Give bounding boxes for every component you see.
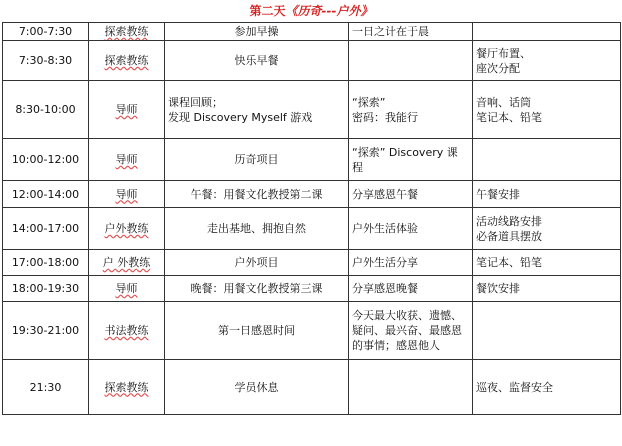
time-cell [3, 302, 89, 360]
topic-cell [349, 276, 473, 302]
time-text: 7:00-7:30 [18, 25, 73, 38]
prep-cell [473, 139, 621, 181]
prep-cell [473, 250, 621, 276]
topic-cell [349, 360, 473, 415]
time-cell [3, 360, 89, 415]
prep-cell [473, 276, 621, 302]
content-cell [165, 208, 349, 250]
content-line: 学员休息 [234, 380, 279, 394]
time-text: 10:00-12:00 [11, 153, 80, 166]
content-cell [165, 302, 349, 360]
content-cell [165, 139, 349, 181]
schedule-body [3, 23, 621, 415]
staff-cell [89, 208, 165, 250]
content-cell [165, 360, 349, 415]
prep-line: 音响、话筒 [476, 95, 531, 109]
prep-cell [473, 181, 621, 208]
topic-cell [349, 139, 473, 181]
content-line: 第一日感恩时间 [218, 324, 295, 337]
topic-line: 密码：我能行 [352, 110, 418, 124]
staff-text: 户外教练 [104, 222, 149, 235]
staff-text: 导师 [115, 282, 138, 295]
content-cell [165, 23, 349, 41]
staff-cell [89, 360, 165, 415]
topic-line: 户外生活体验 [352, 222, 418, 235]
prep-line: 必备道具摆放 [476, 229, 542, 243]
prep-cell [473, 360, 621, 415]
content-cell [165, 41, 349, 81]
staff-text: 导师 [115, 187, 138, 201]
time-text: 21:30 [29, 380, 62, 394]
staff-text: 书法教练 [104, 324, 149, 337]
topic-cell [349, 23, 473, 41]
table-row [3, 41, 621, 81]
staff-text: 导师 [115, 103, 138, 116]
time-text: 12:00-14:00 [11, 187, 80, 201]
prep-line: 座次分配 [476, 61, 520, 75]
title-prefix: 第二天 [249, 4, 286, 18]
staff-cell [89, 23, 165, 41]
content-line: 走出基地、拥抱自然 [207, 222, 306, 235]
staff-cell [89, 41, 165, 81]
prep-line: 餐饮安排 [476, 282, 520, 295]
topic-line: 今天最大收获、遗憾、 [352, 309, 462, 322]
time-text: 17:00-18:00 [11, 256, 80, 269]
staff-cell [89, 250, 165, 276]
table-row [3, 81, 621, 139]
prep-cell [473, 302, 621, 360]
prep-cell [473, 208, 621, 250]
title-emph: 《历奇---户外》 [285, 4, 373, 18]
time-cell [3, 208, 89, 250]
time-cell [3, 181, 89, 208]
content-cell [165, 181, 349, 208]
table-row [3, 208, 621, 250]
prep-line: 午餐安排 [476, 187, 520, 201]
staff-text: 导师 [115, 153, 138, 166]
table-row [3, 23, 621, 41]
staff-text: 探索教练 [104, 380, 149, 394]
table-row [3, 276, 621, 302]
topic-line: 程 [352, 160, 363, 174]
staff-cell [89, 139, 165, 181]
table-row [3, 181, 621, 208]
staff-text: 探索教练 [104, 25, 149, 38]
time-cell [3, 139, 89, 181]
content-line: 参加早操 [234, 25, 279, 38]
staff-cell [89, 181, 165, 208]
prep-line: 笔记本、铅笔 [476, 256, 542, 269]
topic-cell [349, 81, 473, 139]
content-cell [165, 276, 349, 302]
time-cell [3, 23, 89, 41]
topic-line: 分享感恩晚餐 [352, 282, 418, 295]
content-line: 午餐：用餐文化教授第二课 [190, 187, 323, 201]
time-text: 8:30-10:00 [15, 103, 76, 116]
content-line: 户外项目 [234, 256, 279, 269]
content-line: 课程回顾； [168, 95, 223, 109]
table-row [3, 139, 621, 181]
topic-cell [349, 250, 473, 276]
content-line: 快乐早餐 [234, 54, 279, 67]
topic-cell [349, 302, 473, 360]
staff-text: 户 外教练 [102, 256, 151, 269]
time-text: 18:00-19:30 [11, 282, 80, 295]
table-row [3, 360, 621, 415]
content-cell [165, 81, 349, 139]
prep-line: 笔记本、铅笔 [476, 110, 542, 124]
time-cell [3, 276, 89, 302]
topic-line: 疑问、最兴奋、最感恩 [352, 324, 462, 337]
staff-cell [89, 302, 165, 360]
prep-cell [473, 81, 621, 139]
staff-text: 探索教练 [104, 54, 149, 67]
content-line: 历奇项目 [234, 153, 279, 166]
time-text: 14:00-17:00 [11, 222, 80, 235]
time-cell [3, 250, 89, 276]
topic-line: 户外生活分享 [352, 256, 418, 269]
topic-line: “探索” Discovery 课 [352, 145, 458, 159]
content-line: 发现 Discovery Myself 游戏 [168, 110, 313, 124]
staff-cell [89, 276, 165, 302]
time-cell [3, 41, 89, 81]
prep-cell [473, 41, 621, 81]
topic-line: 一日之计在于晨 [352, 25, 429, 38]
topic-line: “探索” [352, 95, 386, 109]
prep-line: 活动线路安排 [476, 214, 542, 228]
topic-cell [349, 208, 473, 250]
content-cell [165, 250, 349, 276]
table-row [3, 302, 621, 360]
staff-cell [89, 81, 165, 139]
topic-cell [349, 181, 473, 208]
prep-cell [473, 23, 621, 41]
prep-line: 巡夜、监督安全 [476, 380, 553, 394]
time-cell [3, 81, 89, 139]
topic-line: 的事情；感恩他人 [352, 339, 440, 352]
schedule-table [2, 22, 621, 415]
topic-line: 分享感恩午餐 [352, 187, 418, 201]
topic-cell [349, 41, 473, 81]
content-line: 晚餐：用餐文化教授第三课 [190, 282, 323, 295]
prep-line: 餐厅布置、 [476, 46, 531, 60]
time-text: 19:30-21:00 [11, 324, 80, 337]
table-row [3, 250, 621, 276]
time-text: 7:30-8:30 [18, 54, 73, 67]
page-title [0, 0, 622, 22]
